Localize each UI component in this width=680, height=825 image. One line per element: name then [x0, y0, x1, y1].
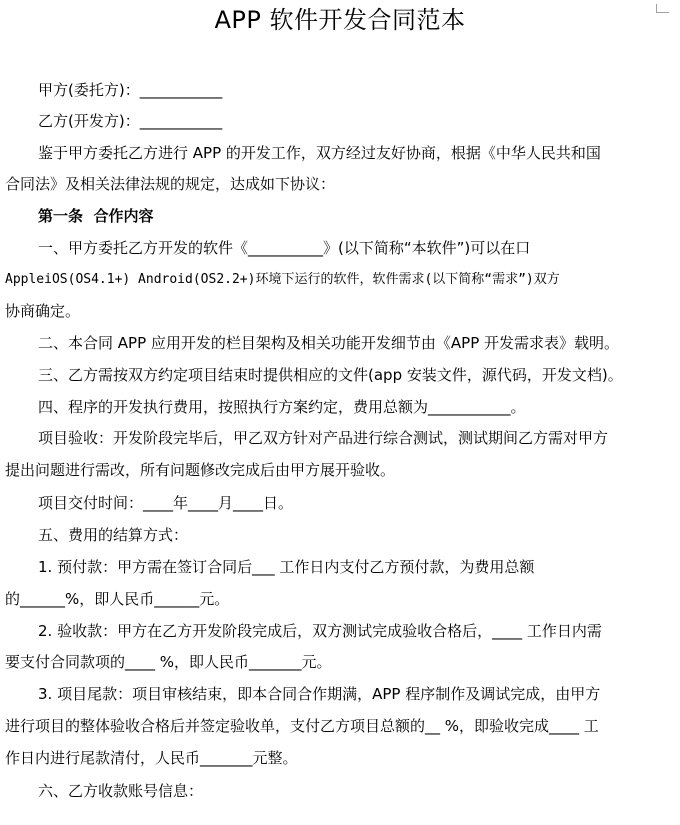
acceptance-line-1: 项目验收：开发阶段完毕后，甲乙双方针对产品进行综合测试，测试期间乙方需对甲方	[38, 429, 609, 447]
clause-6-heading: 六、乙方收款账号信息：	[38, 782, 204, 800]
preamble-line-1: 鉴于甲方委托乙方进行 APP 的开发工作，双方经过友好协商，根据《中华人民共和国	[38, 144, 601, 162]
final-payment-line-1: 3. 项目尾款：项目审核结束，即本合同合作期满，APP 程序制作及调试完成，由甲方	[38, 685, 601, 703]
clause-2-line: 二、本合同 APP 应用开发的栏目架构及相关功能开发细节由《APP 开发需求表》载明。	[38, 334, 620, 352]
prepayment-line-1: 1. 预付款：甲方需在签订合同后___ 工作日内支付乙方预付款，为费用总额	[38, 558, 535, 576]
acceptance-payment-line-2: 要支付合同款项的____ %，即人民币_______元。	[5, 653, 332, 671]
final-payment-line-2: 进行项目的整体验收合格后并签定验收单，支付乙方项目总额的__ %，即验收完成____ 工	[5, 717, 599, 735]
party-a-line: 甲方(委托方)：___________	[38, 81, 223, 99]
clause-1-line-1: 一、甲方委托乙方开发的软件《__________》(以下简称“本软件”)可以在口	[38, 239, 531, 257]
clause-1-line-3: 协商确定。	[5, 302, 81, 320]
clause-5-heading: 五、费用的结算方式：	[38, 526, 189, 544]
party-b-line: 乙方(开发方)：___________	[38, 112, 223, 130]
article-1-heading: 第一条 合作内容	[38, 207, 154, 225]
prepayment-line-2: 的______%，即人民币______元。	[5, 590, 230, 608]
clause-1-line-2: AppleiOS(OS4.1+) Android(OS2.2+)环境下运行的软件，软件需求(以下简称“需求”)双方	[5, 272, 560, 287]
preamble-line-2: 合同法》及相关法律法规的规定，达成如下协议：	[5, 175, 336, 193]
final-payment-line-3: 作日内进行尾款清付，人民币_______元整。	[5, 749, 298, 767]
clause-4-line: 四、程序的开发执行费用，按照执行方案约定，费用总额为___________。	[38, 398, 526, 416]
acceptance-payment-line-1: 2. 验收款：甲方在乙方开发阶段完成后，双方测试完成验收合格后，____ 工作日内需	[38, 622, 602, 640]
acceptance-line-2: 提出问题进行需改，所有问题修改完成后由甲方展开验收。	[5, 461, 396, 479]
clause-3-line: 三、乙方需按双方约定项目结束时提供相应的文件(app 安装文件，源代码，开发文档)。	[38, 366, 623, 384]
document-title: APP 软件开发合同范本	[214, 6, 466, 34]
delivery-time-line: 项目交付时间：____年____月____日。	[38, 494, 294, 512]
